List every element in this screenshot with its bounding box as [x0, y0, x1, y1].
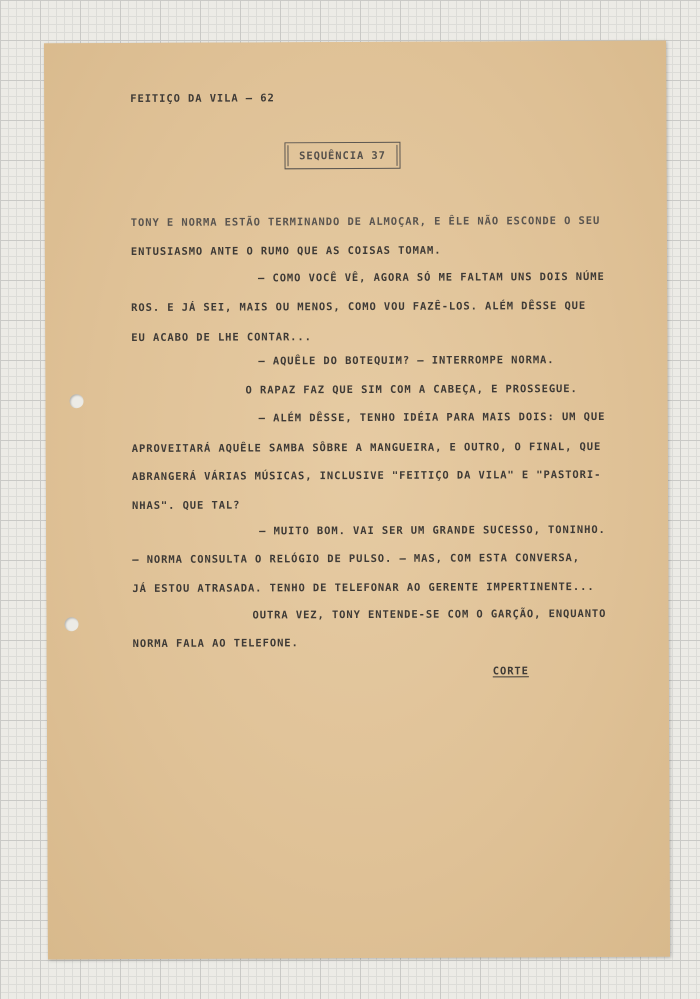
typed-page — [44, 41, 670, 960]
punch-hole-top — [70, 394, 84, 408]
closing-cut: CORTE — [492, 665, 529, 678]
text-line: — NORMA CONSULTA O RELÓGIO DE PULSO. — MAS, COM ESTA CONVERSA, — [132, 552, 581, 566]
sequence-label: SEQUÊNCIA 37 — [299, 149, 386, 163]
text-line: — COMO VOCÊ VÊ, AGORA SÓ ME FALTAM UNS DOIS NÚME — [258, 270, 605, 285]
text-line: ROS. E JÁ SEI, MAIS OU MENOS, COMO VOU FAZÊ-LOS. ALÉM DÊSSE QUE — [131, 299, 587, 314]
punch-hole-bottom — [65, 617, 79, 631]
text-line: ABRANGERÁ VÁRIAS MÚSICAS, INCLUSIVE "FEITIÇO DA VILA" E "PASTORI- — [131, 468, 602, 483]
text-line: OUTRA VEZ, TONY ENTENDE-SE COM O GARÇÃO, ENQUANTO — [252, 607, 607, 622]
text-line: O RAPAZ FAZ QUE SIM COM A CABEÇA, E PROSSEGUE. — [245, 383, 578, 397]
text-line: — ALÉM DÊSSE, TENHO IDÉIA PARA MAIS DOIS: UM QUE — [258, 410, 606, 425]
text-line: EU ACABO DE LHE CONTAR... — [131, 331, 312, 344]
text-line: NHAS". QUE TAL? — [131, 499, 241, 512]
text-line: JÁ ESTOU ATRASADA. TENHO DE TELEFONAR AO GERENTE IMPERTINENTE... — [132, 580, 595, 595]
text-line: APROVEITARÁ AQUÊLE SAMBA SÔBRE A MANGUEIRA, E OUTRO, O FINAL, QUE — [131, 440, 602, 455]
text-line: — MUITO BOM. VAI SER UM GRANDE SUCESSO, TONINHO. — [259, 523, 606, 538]
text-line: ENTUSIASMO ANTE O RUMO QUE AS COISAS TOMAM. — [130, 244, 442, 258]
text-line: — AQUÊLE DO BOTEQUIM? — INTERROMPE NORMA. — [258, 354, 555, 368]
text-line: TONY E NORMA ESTÃO TERMINANDO DE ALMOÇAR, E ÊLE NÃO ESCONDE O SEU — [130, 214, 601, 229]
sequence-box — [284, 142, 400, 170]
page-header: FEITIÇO DA VILA — 62 — [130, 92, 275, 105]
text-line: NORMA FALA AO TELEFONE. — [132, 637, 299, 650]
